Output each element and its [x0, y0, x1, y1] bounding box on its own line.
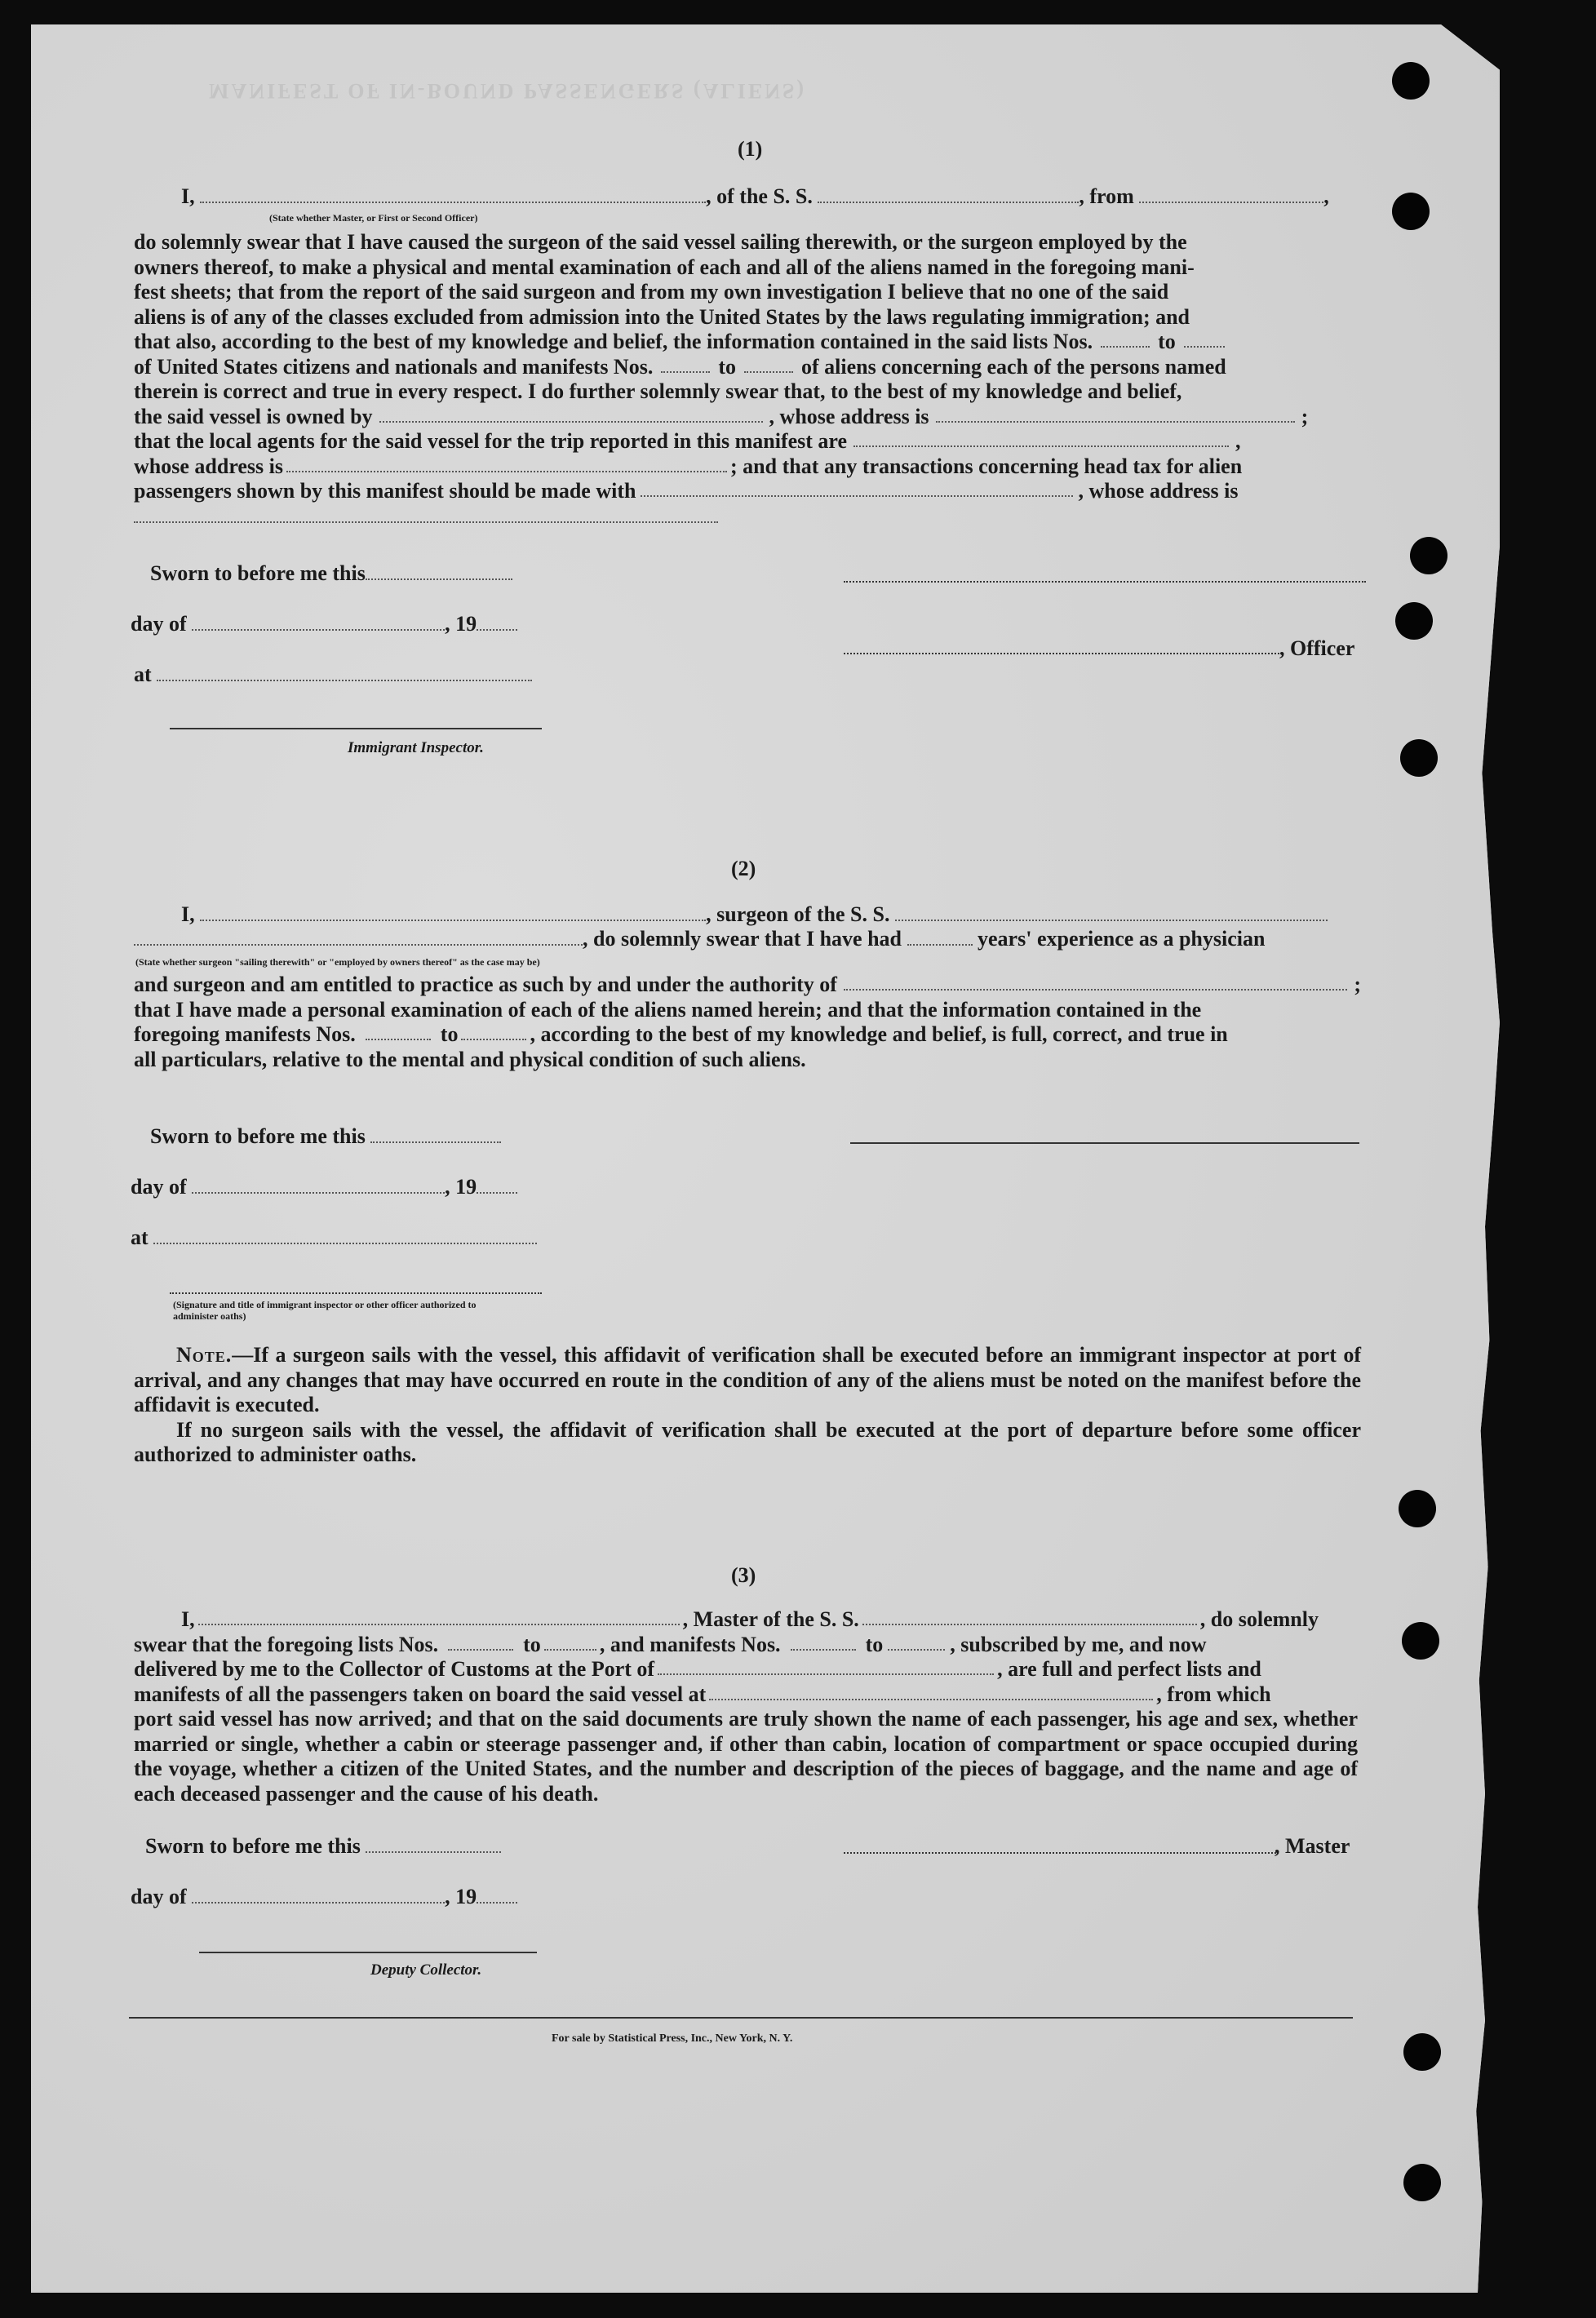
- blank-field[interactable]: [936, 405, 1295, 423]
- text-paragraph: port said vessel has now arrived; and that on the said documents are truly shown the name of each passenger, his age and sex, whether married or single, whether a cabin or steerage passenger and, if other than cabin, location of compartment or space occupied during the voyage, whether a citizen of the United States, and the number and description of the pieces of baggage, and the name and age of each deceased passenger and the cause of his death.: [134, 1707, 1358, 1806]
- collector-signature-line[interactable]: [199, 1952, 537, 1953]
- bleed-through-header: MANIFEST OF IN-BOUND PASSENGERS (ALIENS): [209, 79, 807, 103]
- field-caption: (State whether Master, or First or Second Officer): [269, 212, 478, 224]
- blank-field[interactable]: [448, 1633, 513, 1651]
- label: the said vessel is owned by: [134, 404, 373, 428]
- label: , do solemnly swear that I have had: [583, 927, 902, 951]
- note-paragraph-1: [134, 1343, 1361, 1418]
- text-line: all particulars, relative to the mental and physical condition of such aliens.: [134, 1047, 806, 1071]
- text-line: [134, 405, 1361, 430]
- label: Sworn to before me this: [150, 561, 366, 585]
- label: at: [131, 1225, 149, 1249]
- master-label: , Master: [1275, 1834, 1350, 1858]
- at-label: [131, 1225, 537, 1250]
- text-line: that I have made a personal examination of each of the aliens named herein; and that the information contained in the: [134, 997, 1202, 1022]
- label: at: [134, 663, 152, 686]
- blank-field[interactable]: [895, 903, 1328, 921]
- surgeon-signature-line[interactable]: [850, 1142, 1359, 1144]
- label: , from which: [1156, 1682, 1271, 1706]
- field-caption: (State whether surgeon "sailing therewith" or "employed by owners thereof" as the case may be): [135, 956, 540, 968]
- blank-field[interactable]: [157, 663, 532, 681]
- blank-field[interactable]: [818, 185, 1079, 203]
- section2-line2: [134, 927, 1265, 951]
- text-line: [134, 479, 1361, 504]
- punch-hole: [1400, 739, 1438, 777]
- punch-hole: [1402, 1622, 1439, 1660]
- label: , 19: [445, 1175, 477, 1199]
- section3-number: (3): [731, 1563, 756, 1587]
- label: ,: [1235, 429, 1241, 453]
- section3-body: [134, 1607, 1358, 1806]
- blank-field[interactable]: [192, 1176, 445, 1194]
- inspector-caption: Immigrant Inspector.: [348, 739, 484, 756]
- blank-field[interactable]: [477, 1886, 517, 1904]
- label: ;: [1301, 404, 1309, 428]
- blank-field[interactable]: [844, 973, 1347, 991]
- note-paragraph-2: If no surgeon sails with the vessel, the affidavit of verification shall be executed at the port of departure before some officer authorized to administer oaths.: [134, 1417, 1361, 1466]
- blank-field[interactable]: [461, 1022, 526, 1040]
- blank-field[interactable]: [370, 1125, 501, 1143]
- label: Sworn to before me this: [150, 1124, 366, 1148]
- text-line: [134, 504, 1361, 530]
- label: day of: [131, 1175, 187, 1199]
- text-line: fest sheets; that from the report of the said surgeon and from my own investigation I believe that no one of the said: [134, 280, 1169, 304]
- label: , subscribed by me, and now: [950, 1632, 1207, 1656]
- label: of aliens concerning each of the persons named: [801, 354, 1226, 379]
- blank-field[interactable]: [477, 1176, 517, 1194]
- label: I,: [181, 902, 195, 926]
- label: whose address is: [134, 454, 284, 478]
- section2-line1: [181, 902, 1328, 927]
- label: , are full and perfect lists and: [997, 1657, 1261, 1681]
- blank-field[interactable]: [544, 1633, 596, 1651]
- day-of-label: [131, 1175, 517, 1199]
- blank-field[interactable]: [641, 479, 1073, 497]
- blank-field[interactable]: [192, 613, 445, 631]
- label: , whose address is: [1078, 479, 1239, 503]
- blank-field[interactable]: [477, 613, 517, 631]
- blank-field[interactable]: [791, 1633, 856, 1651]
- note-heading: Note.: [176, 1343, 233, 1367]
- blank-field[interactable]: [134, 505, 718, 523]
- day-of-label: [131, 1885, 517, 1909]
- section2-number: (2): [731, 857, 756, 880]
- text-line: [134, 1607, 1358, 1633]
- text-line: therein is correct and true in every respect. I do further solemnly swear that, to the best of my knowledge and belief,: [134, 379, 1182, 403]
- label: , according to the best of my knowledge and belief, is full, correct, and true in: [530, 1022, 1228, 1046]
- label: I,: [181, 1607, 195, 1631]
- blank-field[interactable]: [661, 355, 710, 373]
- label: that the local agents for the said vessel for the trip reported in this manifest are: [134, 429, 848, 453]
- punch-hole: [1392, 193, 1430, 230]
- punch-hole: [1392, 62, 1430, 100]
- label: day of: [131, 612, 187, 636]
- blank-field[interactable]: [862, 1607, 1197, 1625]
- label: swear that the foregoing lists Nos.: [134, 1632, 439, 1656]
- blank-field[interactable]: [366, 1022, 431, 1040]
- text-line: owners thereof, to make a physical and mental examination of each and all of the aliens named in the foregoing mani-: [134, 255, 1195, 279]
- label: , of the S. S.: [706, 184, 813, 208]
- blank-field[interactable]: [366, 1835, 501, 1853]
- label: that also, according to the best of my knowledge and belief, the information contained in the said lists Nos.: [134, 330, 1093, 353]
- inspector-caption: (Signature and title of immigrant inspector or other officer authorized to administer oaths): [173, 1299, 477, 1322]
- blank-field[interactable]: [888, 1633, 945, 1651]
- blank-field[interactable]: [709, 1682, 1153, 1700]
- blank-field[interactable]: [744, 355, 793, 373]
- day-of-label: [131, 612, 517, 636]
- text-line: [134, 355, 1361, 380]
- at-label: [134, 663, 532, 687]
- label: , surgeon of the S. S.: [706, 902, 890, 926]
- label: to: [523, 1632, 541, 1656]
- text-line: [134, 1022, 1361, 1048]
- blank-field[interactable]: [853, 429, 1229, 447]
- label: years' experience as a physician: [978, 927, 1266, 951]
- blank-field[interactable]: [192, 1886, 445, 1904]
- sworn-label: [150, 561, 512, 586]
- footer-printer: For sale by Statistical Press, Inc., New York, N. Y.: [552, 2032, 793, 2045]
- inspector-signature-line[interactable]: [170, 728, 542, 729]
- label: , do solemnly: [1199, 1607, 1319, 1631]
- section2-body: [134, 973, 1361, 1072]
- section1-number: (1): [738, 137, 763, 161]
- note-block: [134, 1343, 1361, 1468]
- note-text: —If a surgeon sails with the vessel, this affidavit of verification shall be executed before an immigrant inspector at port of arrival, and any changes that may have occurred en route in the condition of any of the aliens must be noted on the manifest before the affidavit is executed.: [134, 1343, 1361, 1416]
- punch-hole: [1403, 2033, 1441, 2071]
- master-signature-line[interactable]: [844, 1852, 1276, 1854]
- label: ;: [1354, 973, 1361, 996]
- officer-signature-line-2[interactable]: [844, 653, 1279, 654]
- label: to: [865, 1632, 884, 1656]
- label: to: [440, 1022, 459, 1046]
- sworn-label: [145, 1834, 501, 1859]
- label: to: [718, 354, 736, 379]
- label: Sworn to before me this: [145, 1834, 361, 1858]
- punch-hole: [1399, 1490, 1436, 1527]
- blank-field[interactable]: [200, 903, 706, 921]
- label: manifests of all the passengers taken on board the said vessel at: [134, 1682, 707, 1706]
- label: , whose address is: [769, 404, 929, 428]
- blank-field[interactable]: [200, 185, 706, 203]
- label: delivered by me to the Collector of Customs at the Port of: [134, 1657, 655, 1681]
- blank-field[interactable]: [1184, 330, 1225, 348]
- text-line: [134, 1682, 1358, 1708]
- label: to: [1158, 330, 1176, 353]
- blank-field[interactable]: [658, 1657, 994, 1675]
- blank-field[interactable]: [1101, 330, 1150, 348]
- collector-caption: Deputy Collector.: [370, 1961, 482, 1979]
- section1-body: [134, 230, 1361, 529]
- label: I,: [181, 184, 195, 208]
- text-line: [134, 1657, 1358, 1682]
- officer-label: , Officer: [1279, 636, 1355, 660]
- label: passengers shown by this manifest should be made with: [134, 479, 636, 503]
- blank-field[interactable]: [907, 928, 973, 946]
- punch-hole: [1410, 537, 1447, 574]
- blank-field[interactable]: [198, 1607, 680, 1625]
- text-line: [134, 454, 1361, 480]
- label: of United States citizens and nationals and manifests Nos.: [134, 354, 654, 379]
- blank-field[interactable]: [366, 562, 512, 580]
- text-line: [134, 1633, 1358, 1658]
- sworn-label: [150, 1124, 501, 1149]
- punch-hole: [1395, 602, 1433, 640]
- text-line: [134, 429, 1361, 454]
- text-line: [134, 330, 1361, 355]
- text-line: [134, 973, 1361, 998]
- label: and surgeon and am entitled to practice as such by and under the authority of: [134, 973, 837, 996]
- label: , and manifests Nos.: [599, 1632, 781, 1656]
- inspector-signature-line[interactable]: [170, 1292, 542, 1294]
- blank-field[interactable]: [379, 405, 763, 423]
- label: ,: [1323, 184, 1329, 208]
- label: ; and that any transactions concerning head tax for alien: [730, 454, 1243, 478]
- blank-field[interactable]: [286, 454, 727, 472]
- blank-field[interactable]: [1139, 185, 1323, 203]
- label: , 19: [445, 1885, 477, 1908]
- label: , 19: [445, 612, 477, 636]
- label: day of: [131, 1885, 187, 1908]
- footer-rule: [129, 2017, 1353, 2019]
- blank-field[interactable]: [153, 1226, 537, 1244]
- punch-hole: [1403, 2164, 1441, 2201]
- text-line: aliens is of any of the classes excluded from admission into the United States by the laws regulating immigration; and: [134, 304, 1190, 329]
- label: foregoing manifests Nos.: [134, 1022, 356, 1046]
- officer-signature-line-1[interactable]: [844, 581, 1366, 583]
- blank-field[interactable]: [134, 928, 583, 946]
- label: , from: [1079, 184, 1134, 208]
- label: , Master of the S. S.: [682, 1607, 859, 1631]
- text-line: do solemnly swear that I have caused the surgeon of the said vessel sailing therewith, or the surgeon employed by the: [134, 230, 1187, 254]
